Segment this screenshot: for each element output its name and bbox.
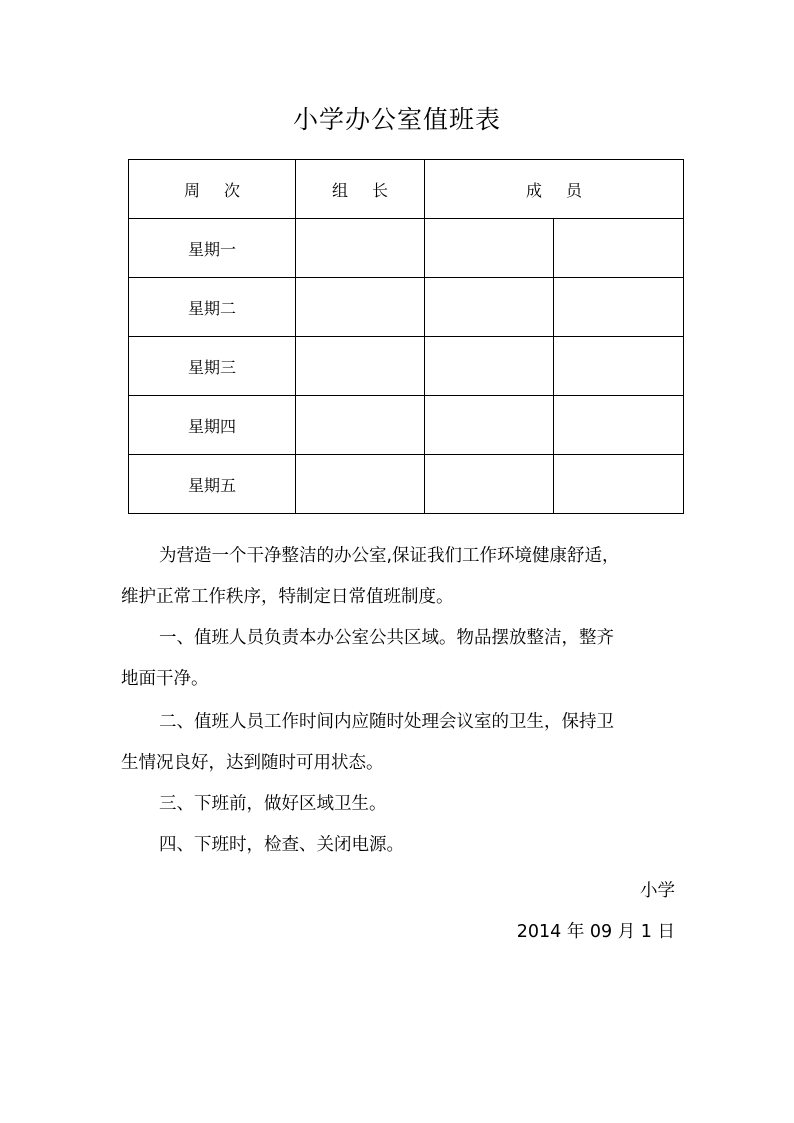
member-cell xyxy=(554,219,684,278)
member-cell xyxy=(554,396,684,455)
header-leader-char2: 长 xyxy=(372,180,389,200)
table-row xyxy=(129,396,684,455)
member-cell xyxy=(554,337,684,396)
paragraph-line: 三、下班前，做好区域卫生。 xyxy=(159,794,387,814)
header-members xyxy=(425,160,684,219)
paragraph-line: 为营造一个干净整洁的办公室,保证我们工作环境健康舒适， xyxy=(159,546,620,566)
header-members-char2: 员 xyxy=(566,180,583,200)
day-label: 星期五 xyxy=(129,455,296,514)
header-week-char1: 周 xyxy=(183,180,200,200)
duty-table xyxy=(128,159,684,514)
paragraph-rule-1 xyxy=(121,618,683,700)
leader-cell xyxy=(296,337,425,396)
member-cell xyxy=(554,278,684,337)
member-cell xyxy=(425,455,554,514)
leader-cell xyxy=(296,455,425,514)
member-cell xyxy=(425,337,554,396)
day-label: 星期二 xyxy=(129,278,296,337)
paragraph-intro xyxy=(121,536,683,618)
signature-org: 小学 xyxy=(640,881,675,901)
header-members-char1: 成 xyxy=(525,180,542,200)
paragraph-line: 二、值班人员工作时间内应随时处理会议室的卫生，保持卫 xyxy=(159,712,614,732)
day-label: 星期一 xyxy=(129,219,296,278)
member-cell xyxy=(425,396,554,455)
leader-cell xyxy=(296,396,425,455)
leader-cell xyxy=(296,219,425,278)
paragraph-rule-2 xyxy=(121,702,683,784)
day-label: 星期三 xyxy=(129,337,296,396)
header-leader xyxy=(296,160,425,219)
member-cell xyxy=(425,278,554,337)
page-title: 小学办公室值班表 xyxy=(292,105,501,134)
day-label: 星期四 xyxy=(129,396,296,455)
table-row xyxy=(129,337,684,396)
paragraph-line: 四、下班时，检查、关闭电源。 xyxy=(159,835,404,855)
paragraph-line: 生情况良好，达到随时可用状态。 xyxy=(121,753,384,773)
member-cell xyxy=(425,219,554,278)
table-row xyxy=(129,219,684,278)
paragraph-line: 维护正常工作秩序，特制定日常值班制度。 xyxy=(121,587,454,607)
signature-date: 2014 年 09 月 1 日 xyxy=(516,922,675,942)
paragraph-rule-4 xyxy=(121,825,683,866)
paragraph-line: 一、值班人员负责本办公室公共区域。物品摆放整洁，整齐 xyxy=(159,628,614,648)
table-row xyxy=(129,455,684,514)
table-header-row xyxy=(129,160,684,219)
leader-cell xyxy=(296,278,425,337)
member-cell xyxy=(554,455,684,514)
paragraph-rule-3 xyxy=(121,784,683,825)
header-week-char2: 次 xyxy=(224,180,241,200)
header-leader-char1: 组 xyxy=(331,180,348,200)
header-week xyxy=(129,160,296,219)
paragraph-line: 地面干净。 xyxy=(121,669,209,689)
table-row xyxy=(129,278,684,337)
